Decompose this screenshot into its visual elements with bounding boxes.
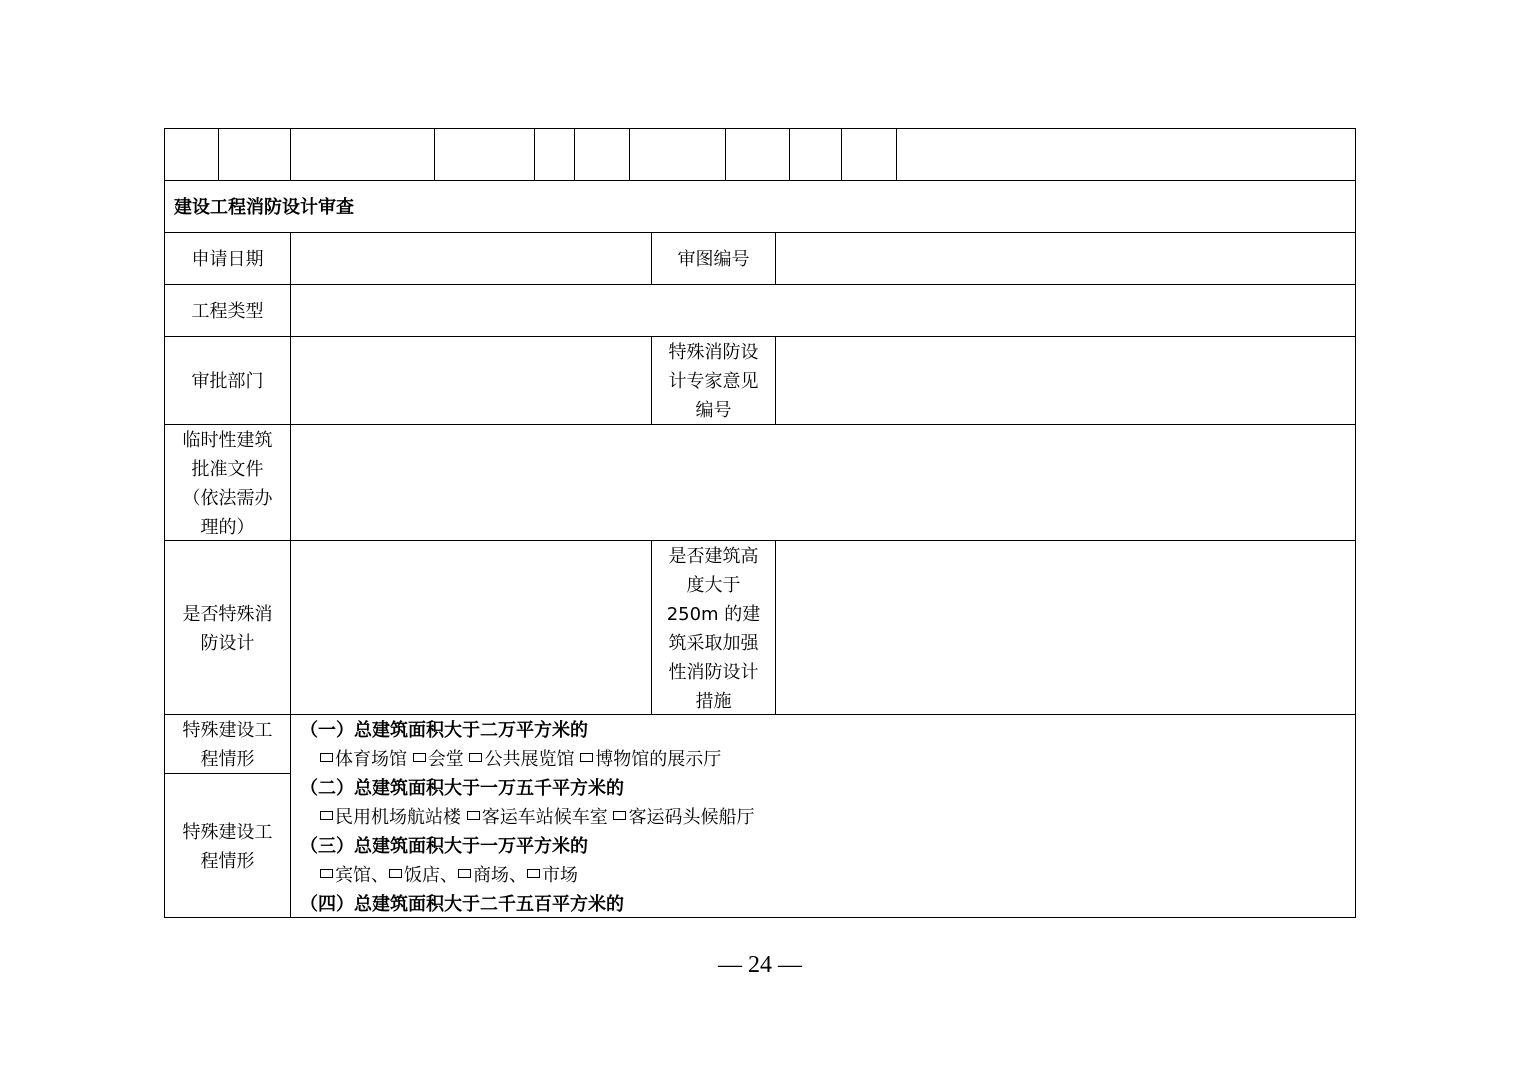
table-border-right bbox=[1355, 128, 1356, 918]
checkbox-icon[interactable] bbox=[389, 869, 402, 878]
checkbox-icon[interactable] bbox=[320, 869, 333, 878]
table-rule bbox=[574, 128, 575, 180]
special-case-heading-4: （四）总建筑面积大于二千五百平方米的 bbox=[300, 894, 624, 915]
checkbox-option[interactable]: 民用机场航站楼 bbox=[320, 807, 461, 828]
table-rule bbox=[534, 128, 535, 180]
table-rule bbox=[218, 128, 219, 180]
label-expert-opinion-no: 特殊消防设 计专家意见 编号 bbox=[668, 342, 759, 421]
checkbox-option[interactable]: 饭店、 bbox=[389, 865, 458, 886]
special-case-heading-3: （三）总建筑面积大于一万平方米的 bbox=[300, 836, 588, 857]
table-rule bbox=[775, 336, 776, 424]
page-number: — 24 — bbox=[718, 952, 802, 978]
special-case-heading-1: （一）总建筑面积大于二万平方米的 bbox=[300, 720, 588, 741]
label-special-fire-design: 是否特殊消 防设计 bbox=[182, 604, 273, 654]
table-rule bbox=[789, 128, 790, 180]
special-case-options-1 bbox=[320, 745, 721, 774]
table-rule bbox=[164, 284, 1356, 285]
table-rule bbox=[434, 128, 435, 180]
special-case-options-2 bbox=[320, 803, 754, 832]
checkbox-icon[interactable] bbox=[320, 811, 333, 820]
checkbox-option[interactable]: 商场、 bbox=[458, 865, 527, 886]
checkbox-icon[interactable] bbox=[458, 869, 471, 878]
checkbox-icon[interactable] bbox=[467, 811, 480, 820]
checkbox-icon[interactable] bbox=[613, 811, 626, 820]
checkbox-option[interactable]: 公共展览馆 bbox=[469, 749, 574, 770]
table-rule bbox=[164, 336, 1356, 337]
table-rule bbox=[775, 540, 776, 714]
table-rule bbox=[164, 232, 1356, 233]
checkbox-option[interactable]: 会堂 bbox=[413, 749, 464, 770]
label-special-case-1: 特殊建设工 程情形 bbox=[182, 720, 273, 770]
label-approval-dept: 审批部门 bbox=[191, 371, 264, 392]
table-border-top bbox=[164, 128, 1356, 129]
checkbox-icon[interactable] bbox=[580, 753, 593, 762]
special-case-heading-2: （二）总建筑面积大于一万五千平方米的 bbox=[300, 778, 624, 799]
label-apply-date: 申请日期 bbox=[191, 249, 264, 270]
table-rule bbox=[725, 128, 726, 180]
table-rule bbox=[629, 128, 630, 180]
checkbox-icon[interactable] bbox=[469, 753, 482, 762]
table-rule bbox=[290, 128, 291, 180]
section-title: 建设工程消防设计审查 bbox=[174, 197, 354, 218]
checkbox-icon[interactable] bbox=[413, 753, 426, 762]
checkbox-option[interactable]: 市场 bbox=[527, 865, 578, 886]
label-height-250m: 是否建筑高 度大于 250m 的建 筑采取加强 性消防设计 措施 bbox=[666, 546, 761, 712]
table-rule bbox=[775, 232, 776, 284]
checkbox-icon[interactable] bbox=[320, 753, 333, 762]
label-project-type: 工程类型 bbox=[191, 301, 264, 322]
table-rule bbox=[164, 540, 1356, 541]
special-case-options-3 bbox=[320, 861, 578, 890]
table-rule bbox=[841, 128, 842, 180]
checkbox-option[interactable]: 客运车站候车室 bbox=[467, 807, 608, 828]
label-special-case-2: 特殊建设工 程情形 bbox=[182, 822, 273, 872]
checkbox-icon[interactable] bbox=[527, 869, 540, 878]
table-rule bbox=[896, 128, 897, 180]
checkbox-option[interactable]: 宾馆、 bbox=[320, 865, 389, 886]
checkbox-option[interactable]: 体育场馆 bbox=[320, 749, 407, 770]
table-rule bbox=[164, 180, 1356, 181]
checkbox-option[interactable]: 博物馆的展示厅 bbox=[580, 749, 721, 770]
label-review-no: 审图编号 bbox=[677, 249, 750, 270]
checkbox-option[interactable]: 客运码头候船厅 bbox=[613, 807, 754, 828]
table-rule bbox=[290, 232, 291, 918]
label-temp-building-doc: 临时性建筑 批准文件 （依法需办 理的） bbox=[182, 430, 273, 538]
